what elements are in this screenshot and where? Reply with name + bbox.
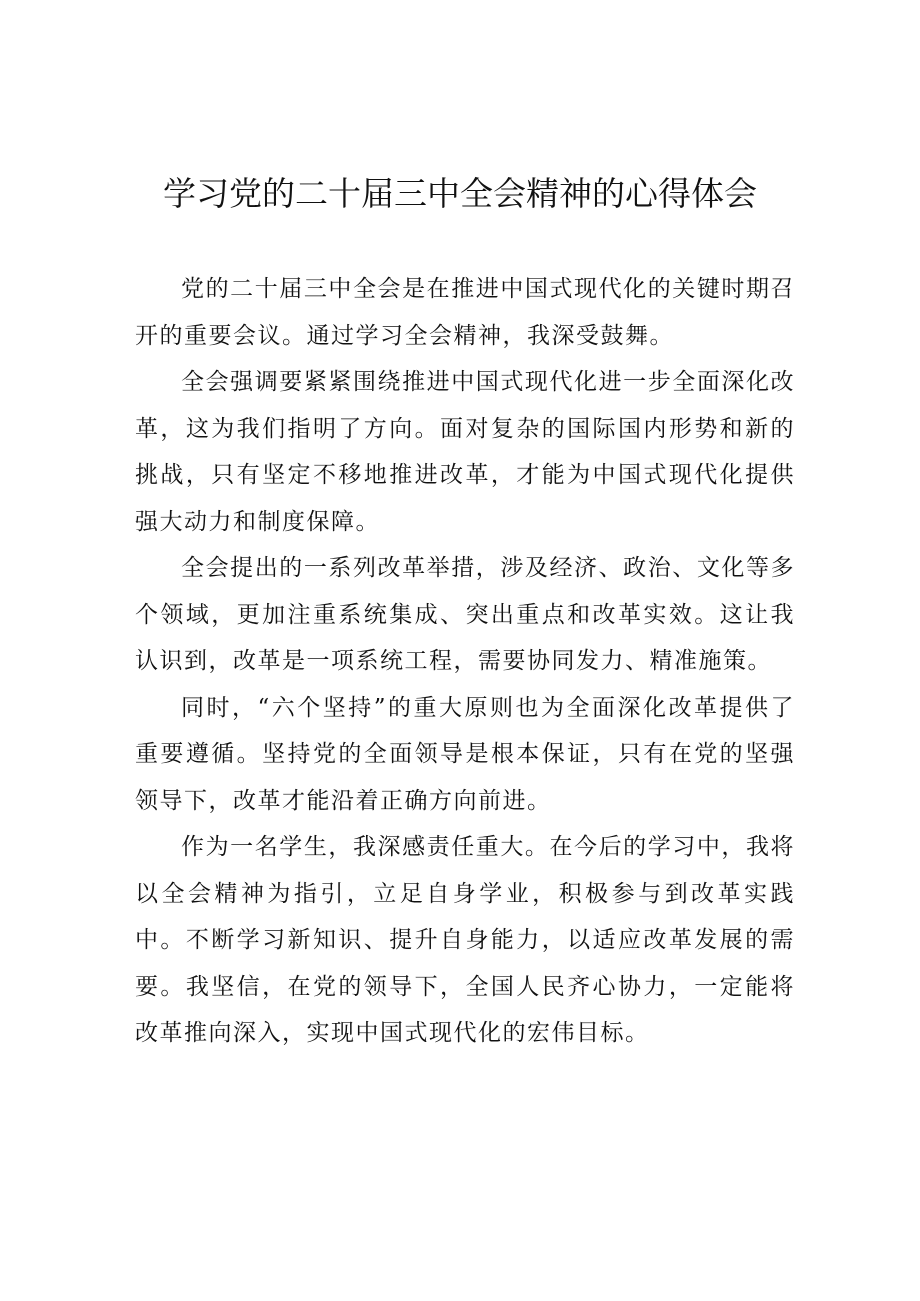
paragraph-4: 同时，“六个坚持”的重大原则也为全面深化改革提供了重要遵循。坚持党的全面领导是根本保证，只有在党的坚强领导下，改革才能沿着正确方向前进。	[135, 694, 795, 814]
paragraph-1: 党的二十届三中全会是在推进中国式现代化的关键时期召开的重要会议。通过学习全会精神，我深受鼓舞。	[135, 276, 795, 349]
document-body	[135, 266, 795, 1057]
paragraph-2: 全会强调要紧紧围绕推进中国式现代化进一步全面深化改革，这为我们指明了方向。面对复杂的国际国内形势和新的挑战，只有坚定不移地推进改革，才能为中国式现代化提供强大动力和制度保障。	[135, 369, 795, 535]
paragraph-3: 全会提出的一系列改革举措，涉及经济、政治、文化等多个领域，更加注重系统集成、突出重点和改革实效。这让我认识到，改革是一项系统工程，需要协同发力、精准施策。	[135, 555, 795, 674]
paragraph-5: 作为一名学生，我深感责任重大。在今后的学习中，我将以全会精神为指引，立足自身学业，积极参与到改革实践中。不断学习新知识、提升自身能力，以适应改革发展的需要。我坚信，在党的领导下，全国人民齐心协力，一定能将改革推向深入，实现中国式现代化的宏伟目标。	[135, 834, 795, 1046]
document-title: 学习党的二十届三中全会精神的心得体会	[163, 174, 757, 213]
